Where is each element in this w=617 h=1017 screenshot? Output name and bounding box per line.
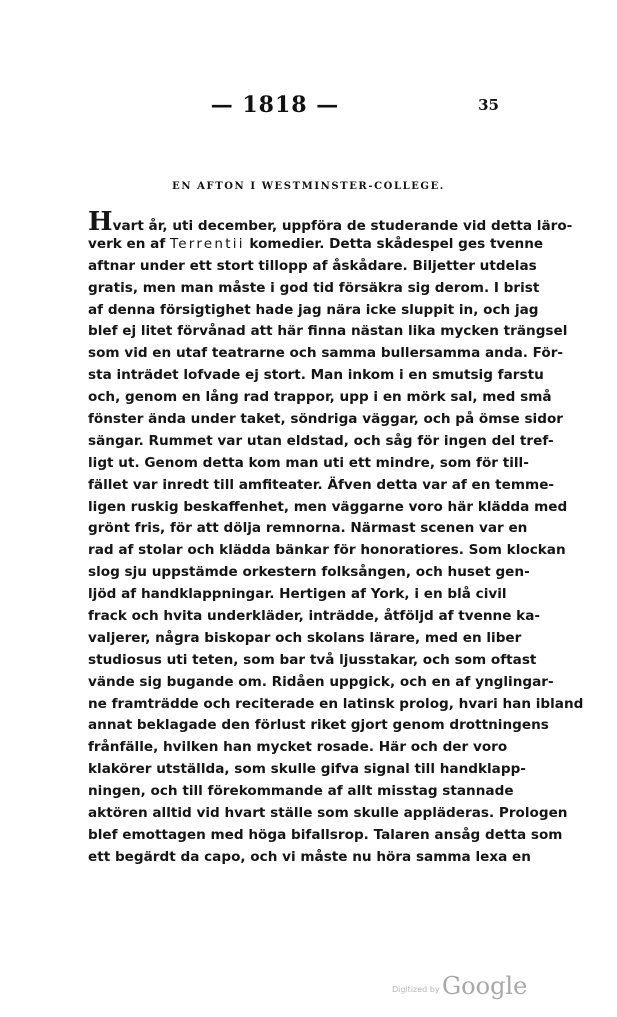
text-line: frånfälle, hvilken han mycket rosade. Här och der voro [88,739,508,756]
text-line: valjerer, några biskopar och skolans lärare, med en liber [88,629,522,646]
text-line: frack och hvita underkläder, inträdde, åtföljd af tvenne ka- [88,608,541,625]
running-header-year: — 1818 — [210,92,340,118]
text-line: ligt ut. Genom detta kom man uti ett mindre, som för till- [88,454,529,471]
text-line: gratis, men man måste i god tid försäkra sig derom. I brist [88,279,540,296]
text-line-content: vart år, uti december, uppföra de studerande vid detta läro- [112,218,573,234]
text-line: ningen, och till förekommande af allt misstag stannade [88,783,514,800]
text-line: af denna försigtighet hade jag nära icke sluppit in, och jag [88,301,539,318]
text-line: fället var inredt till amfiteater. Äfven detta var af en temme- [88,476,555,493]
text-line: och, genom en lång rad trappor, upp i en mörk sal, med små [88,389,552,406]
text-line: ljöd af handklappningar. Hertigen af York, i en blå civil [88,586,507,603]
digitization-watermark [392,972,528,1002]
text-line: studiosus uti teten, som bar två ljusstakar, och som oftast [88,651,537,668]
text-line [88,234,544,256]
text-line: sta inträdet lofvade ej stort. Man inkom i en smutsig farstu [88,367,544,384]
watermark-label: Digitized by [392,985,440,994]
text-line: blef ej litet förvånad att här finna nästan lika mycken trängsel [88,323,568,340]
text-line-content: verk en af [88,235,171,252]
text-line: grönt fris, för att dölja remnorna. Närmast scenen var en [88,520,528,537]
text-line: rad af stolar och klädda bänkar för honoratiores. Som klockan [88,542,566,559]
text-line: ligen ruskig beskaffenhet, men väggarne voro här klädda med [88,498,568,515]
text-line: annat beklagade den förlust riket gjort genom drottningens [88,717,549,734]
text-line: vände sig bugande om. Ridåen uppgick, och en af ynglingar- [88,673,554,690]
body-paragraph [88,207,584,869]
text-line: aftnar under ett stort tillopp af åskådare. Biljetter utdelas [88,257,537,274]
text-line: ne framträdde och reciterade en latinsk prolog, hvari han ibland [88,695,584,712]
page-number: 35 [478,96,499,114]
running-header [0,92,617,122]
text-line: slog sju uppstämde orkestern folksången, och huset gen- [88,564,530,581]
text-line: fönster ända under taket, söndriga väggar, och på ömse sidor [88,411,563,428]
text-line: blef emottagen med höga bifallsrop. Talaren ansåg detta som [88,826,563,843]
author-name: Terrentii [170,235,245,252]
text-line-content: komedier. Detta skådespel ges tvenne [244,235,544,252]
text-line: aktören alltid vid hvart ställe som skulle appläderas. Prologen [88,805,568,822]
text-line: sängar. Rummet var utan eldstad, och såg för ingen del tref- [88,432,554,449]
section-title: EN AFTON I WESTMINSTER-COLLEGE. [172,181,445,192]
google-logo: Google [442,972,528,1000]
drop-cap: H [88,207,113,237]
text-line: ett begärdt da capo, och vi måste nu höra samma lexa en [88,848,531,865]
text-line [88,207,573,237]
text-line: som vid en utaf teatrarne och samma bullersamma anda. För- [88,345,564,362]
text-line: klakörer utställda, som skulle gifva signal till handklapp- [88,761,526,778]
